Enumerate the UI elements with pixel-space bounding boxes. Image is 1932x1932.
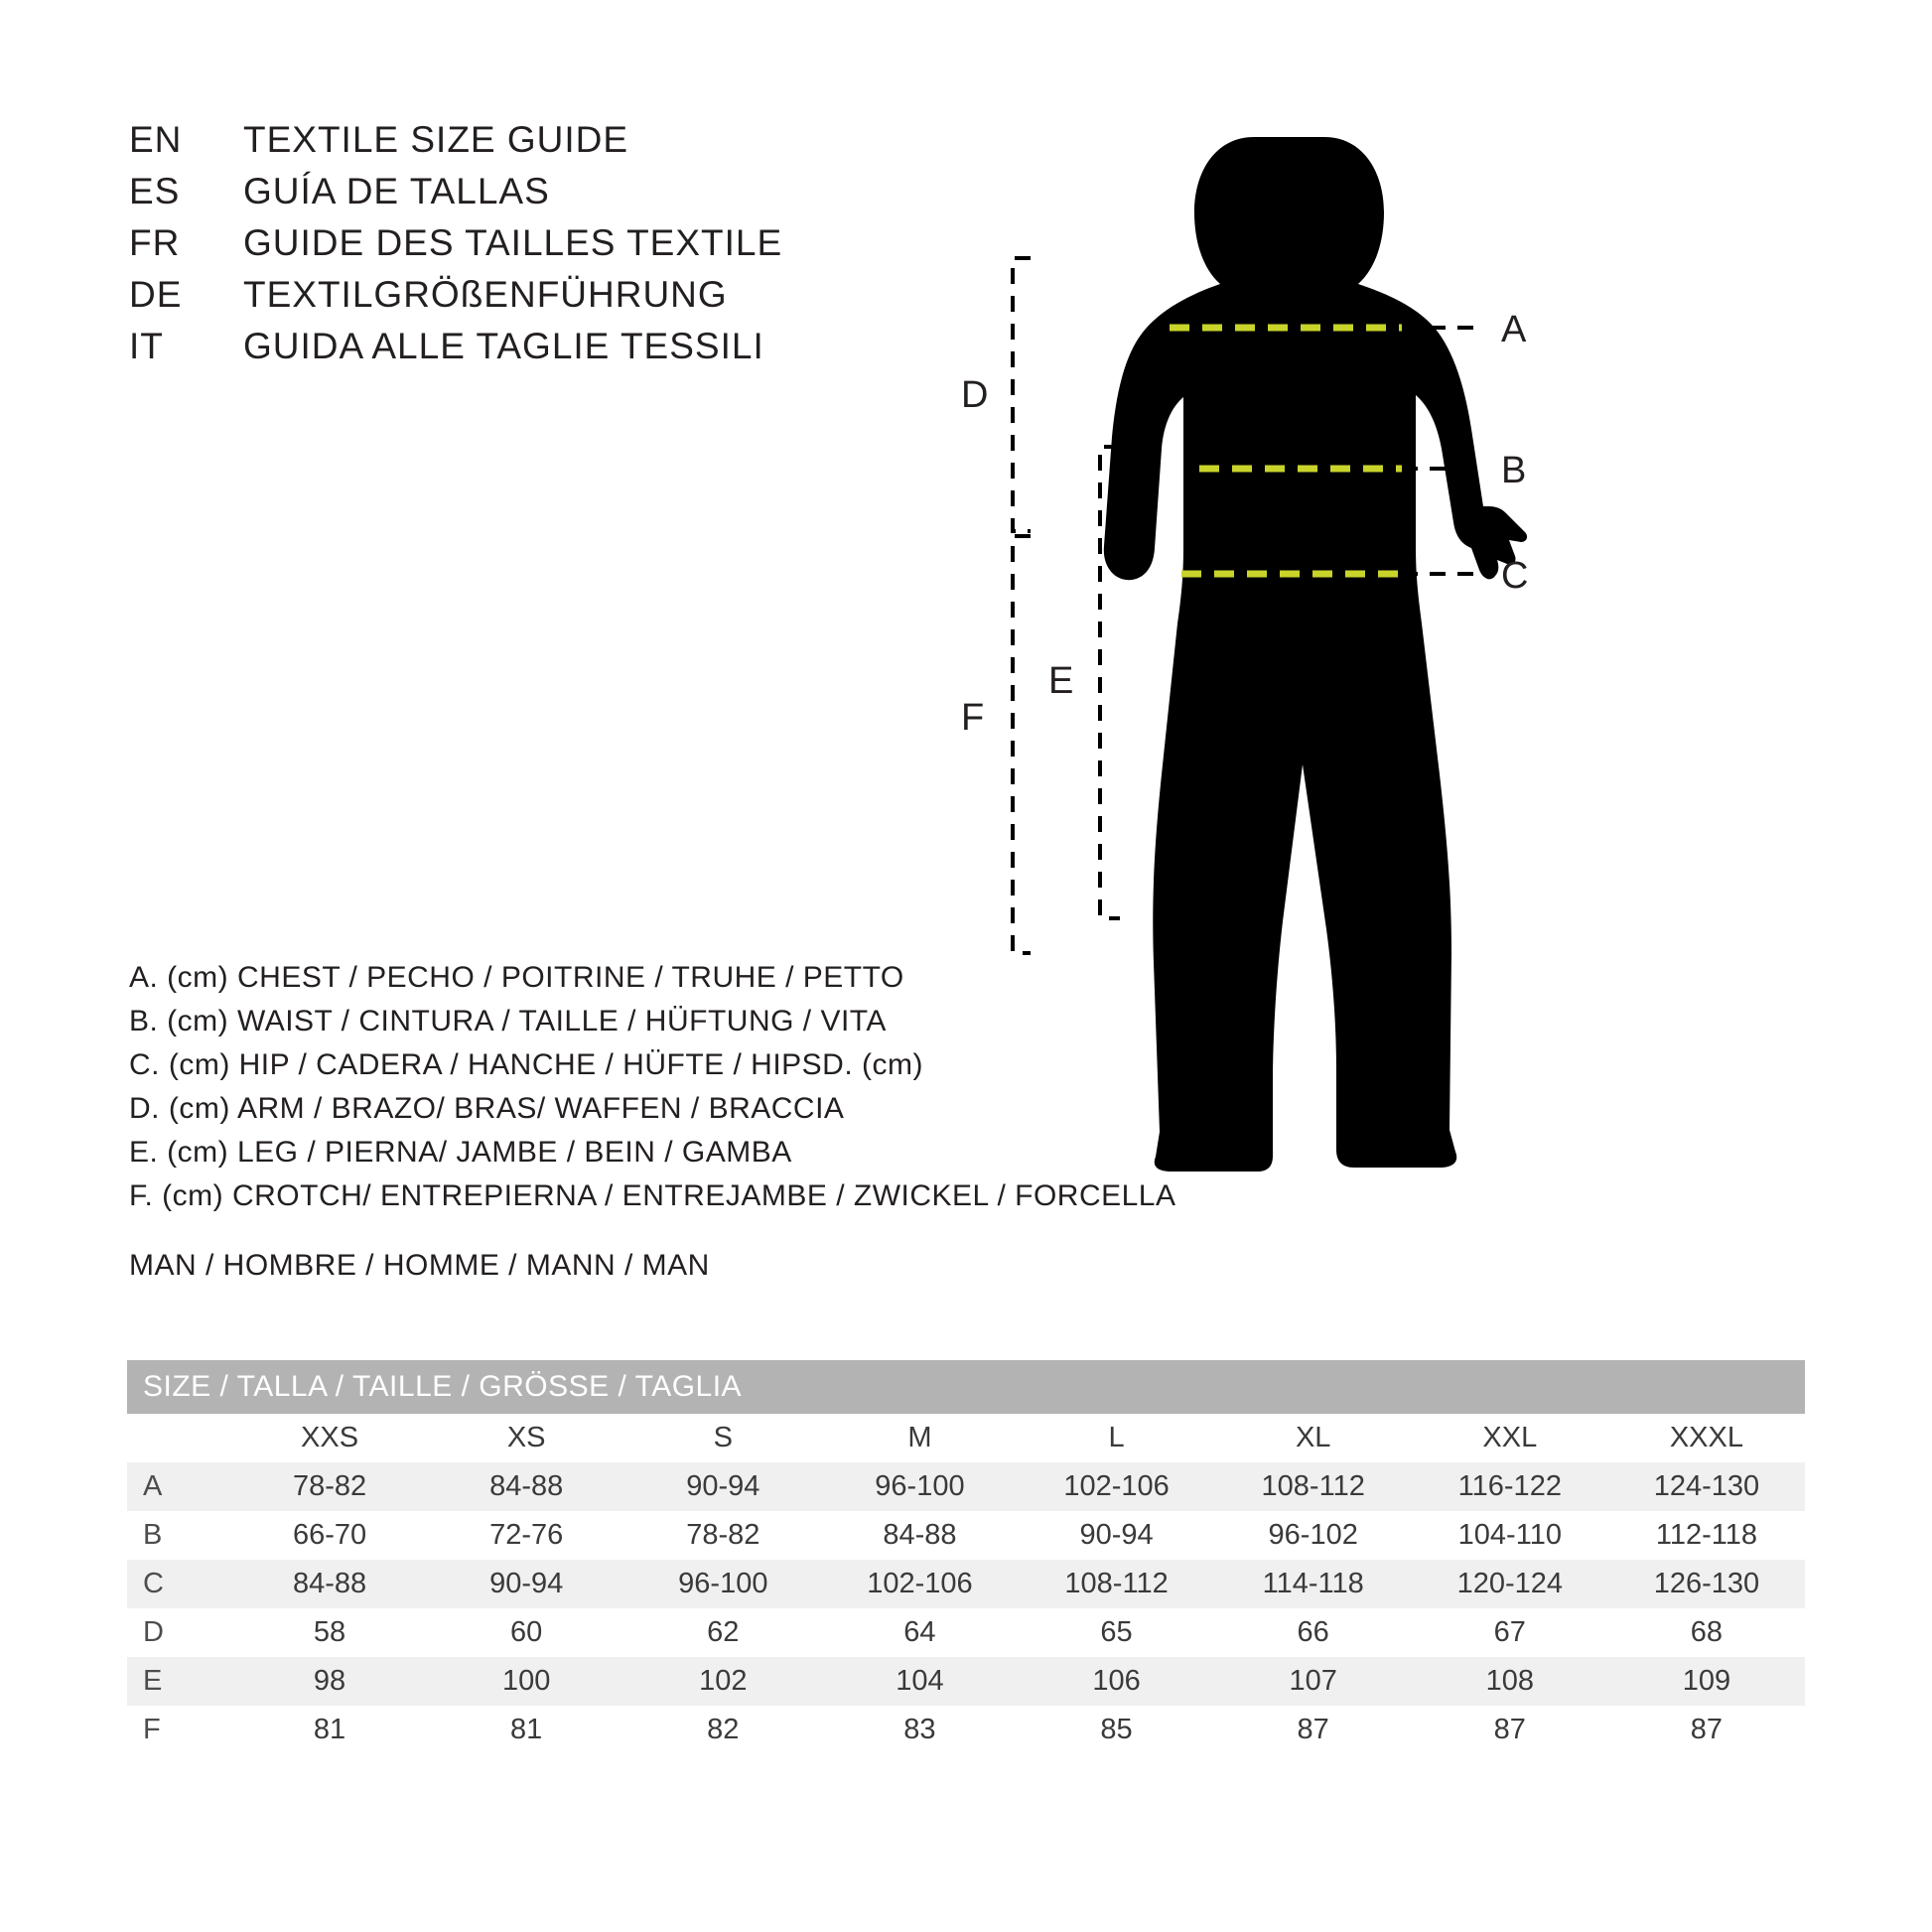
cell-a-xxl: 116-122 xyxy=(1412,1462,1608,1511)
cell-d-m: 64 xyxy=(821,1608,1018,1657)
table-row xyxy=(127,1511,1805,1560)
table-row xyxy=(127,1706,1805,1754)
title-lang-fr: FR xyxy=(129,222,181,263)
cell-e-xxxl: 109 xyxy=(1608,1657,1805,1706)
cell-f-m: 83 xyxy=(821,1706,1018,1754)
row-label-b: B xyxy=(127,1511,231,1560)
marker-label-b: B xyxy=(1501,450,1527,491)
cell-b-xxxl: 112-118 xyxy=(1608,1511,1805,1560)
cell-b-xl: 96-102 xyxy=(1215,1511,1412,1560)
cell-a-xxs: 78-82 xyxy=(231,1462,428,1511)
legend-item-d: D. (cm) ARM / BRAZO/ BRAS/ WAFFEN / BRACCIA xyxy=(129,1092,845,1125)
table-row xyxy=(127,1657,1805,1706)
column-header-l: L xyxy=(1019,1414,1215,1462)
title-row-it xyxy=(129,326,782,377)
column-header-xxxl: XXXL xyxy=(1608,1414,1805,1462)
bracket-d xyxy=(1013,258,1031,531)
row-label-f: F xyxy=(127,1706,231,1754)
cell-d-xl: 66 xyxy=(1215,1608,1412,1657)
cell-c-l: 108-112 xyxy=(1019,1560,1215,1608)
cell-f-xs: 81 xyxy=(428,1706,624,1754)
cell-a-m: 96-100 xyxy=(821,1462,1018,1511)
cell-e-xs: 100 xyxy=(428,1657,624,1706)
title-row-fr xyxy=(129,222,782,274)
cell-d-xxxl: 68 xyxy=(1608,1608,1805,1657)
title-lang-de: DE xyxy=(129,274,183,315)
table-row xyxy=(127,1560,1805,1608)
bracket-label-d: D xyxy=(961,374,989,416)
title-lang-en: EN xyxy=(129,119,183,160)
size-table xyxy=(127,1360,1805,1754)
title-row-de xyxy=(129,274,782,326)
marker-label-c: C xyxy=(1501,555,1529,597)
cell-b-m: 84-88 xyxy=(821,1511,1018,1560)
body-measurement-figure xyxy=(961,79,1837,1221)
legend-item-f: F. (cm) CROTCH/ ENTREPIERNA / ENTREJAMBE / ZWICKEL / FORCELLA xyxy=(129,1179,1176,1212)
cell-c-xl: 114-118 xyxy=(1215,1560,1412,1608)
cell-f-xxl: 87 xyxy=(1412,1706,1608,1754)
table-row xyxy=(127,1462,1805,1511)
title-text-it: GUIDA ALLE TAGLIE TESSILI xyxy=(243,326,764,366)
table-band-label: SIZE / TALLA / TAILLE / GRÖSSE / TAGLIA xyxy=(127,1360,1805,1414)
man-silhouette-icon xyxy=(1104,137,1527,1172)
cell-a-l: 102-106 xyxy=(1019,1462,1215,1511)
title-text-en: TEXTILE SIZE GUIDE xyxy=(243,119,629,160)
column-header-xxl: XXL xyxy=(1412,1414,1608,1462)
title-lang-es: ES xyxy=(129,171,181,211)
title-text-es: GUÍA DE TALLAS xyxy=(243,171,550,211)
size-table-wrapper xyxy=(127,1360,1805,1754)
row-label-d: D xyxy=(127,1608,231,1657)
row-label-c: C xyxy=(127,1560,231,1608)
cell-e-xxl: 108 xyxy=(1412,1657,1608,1706)
cell-c-xxs: 84-88 xyxy=(231,1560,428,1608)
cell-b-s: 78-82 xyxy=(624,1511,821,1560)
cell-f-xl: 87 xyxy=(1215,1706,1412,1754)
legend-item-b: B. (cm) WAIST / CINTURA / TAILLE / HÜFTUNG / VITA xyxy=(129,1005,887,1037)
cell-e-s: 102 xyxy=(624,1657,821,1706)
column-header-m: M xyxy=(821,1414,1018,1462)
cell-a-xl: 108-112 xyxy=(1215,1462,1412,1511)
bracket-label-f: F xyxy=(961,697,985,739)
cell-d-xxl: 67 xyxy=(1412,1608,1608,1657)
cell-e-m: 104 xyxy=(821,1657,1018,1706)
table-band-header xyxy=(127,1360,1805,1414)
title-lang-it: IT xyxy=(129,326,164,366)
cell-c-xs: 90-94 xyxy=(428,1560,624,1608)
table-row xyxy=(127,1608,1805,1657)
bracket-f xyxy=(1013,536,1031,953)
cell-b-xs: 72-76 xyxy=(428,1511,624,1560)
cell-a-xs: 84-88 xyxy=(428,1462,624,1511)
legend-item-a: A. (cm) CHEST / PECHO / POITRINE / TRUHE / PETTO xyxy=(129,961,904,994)
cell-f-l: 85 xyxy=(1019,1706,1215,1754)
legend-spacer xyxy=(129,1223,1176,1249)
cell-c-xxl: 120-124 xyxy=(1412,1560,1608,1608)
column-header-xs: XS xyxy=(428,1414,624,1462)
cell-d-xs: 60 xyxy=(428,1608,624,1657)
column-header-s: S xyxy=(624,1414,821,1462)
column-header-xl: XL xyxy=(1215,1414,1412,1462)
cell-d-xxs: 58 xyxy=(231,1608,428,1657)
cell-e-xxs: 98 xyxy=(231,1657,428,1706)
cell-c-s: 96-100 xyxy=(624,1560,821,1608)
title-row-en xyxy=(129,119,782,171)
cell-f-s: 82 xyxy=(624,1706,821,1754)
cell-f-xxs: 81 xyxy=(231,1706,428,1754)
cell-c-xxxl: 126-130 xyxy=(1608,1560,1805,1608)
title-block xyxy=(129,119,782,377)
row-label-e: E xyxy=(127,1657,231,1706)
cell-b-xxl: 104-110 xyxy=(1412,1511,1608,1560)
cell-e-l: 106 xyxy=(1019,1657,1215,1706)
table-column-header-row xyxy=(127,1414,1805,1462)
cell-c-m: 102-106 xyxy=(821,1560,1018,1608)
title-text-fr: GUIDE DES TAILLES TEXTILE xyxy=(243,222,783,263)
title-text-de: TEXTILGRÖßENFÜHRUNG xyxy=(243,274,728,315)
cell-a-s: 90-94 xyxy=(624,1462,821,1511)
cell-b-l: 90-94 xyxy=(1019,1511,1215,1560)
column-header-xxs: XXS xyxy=(231,1414,428,1462)
marker-label-a: A xyxy=(1501,309,1527,350)
cell-a-xxxl: 124-130 xyxy=(1608,1462,1805,1511)
row-label-a: A xyxy=(127,1462,231,1511)
cell-b-xxs: 66-70 xyxy=(231,1511,428,1560)
title-row-es xyxy=(129,171,782,222)
legend-item-e: E. (cm) LEG / PIERNA/ JAMBE / BEIN / GAMBA xyxy=(129,1136,792,1169)
table-corner-cell xyxy=(127,1414,231,1462)
cell-e-xl: 107 xyxy=(1215,1657,1412,1706)
bracket-label-e: E xyxy=(1048,660,1074,702)
legend-item-c: C. (cm) HIP / CADERA / HANCHE / HÜFTE / HIPSD. (cm) xyxy=(129,1048,923,1081)
cell-d-s: 62 xyxy=(624,1608,821,1657)
gender-label: MAN / HOMBRE / HOMME / MANN / MAN xyxy=(129,1249,710,1282)
cell-f-xxxl: 87 xyxy=(1608,1706,1805,1754)
cell-d-l: 65 xyxy=(1019,1608,1215,1657)
